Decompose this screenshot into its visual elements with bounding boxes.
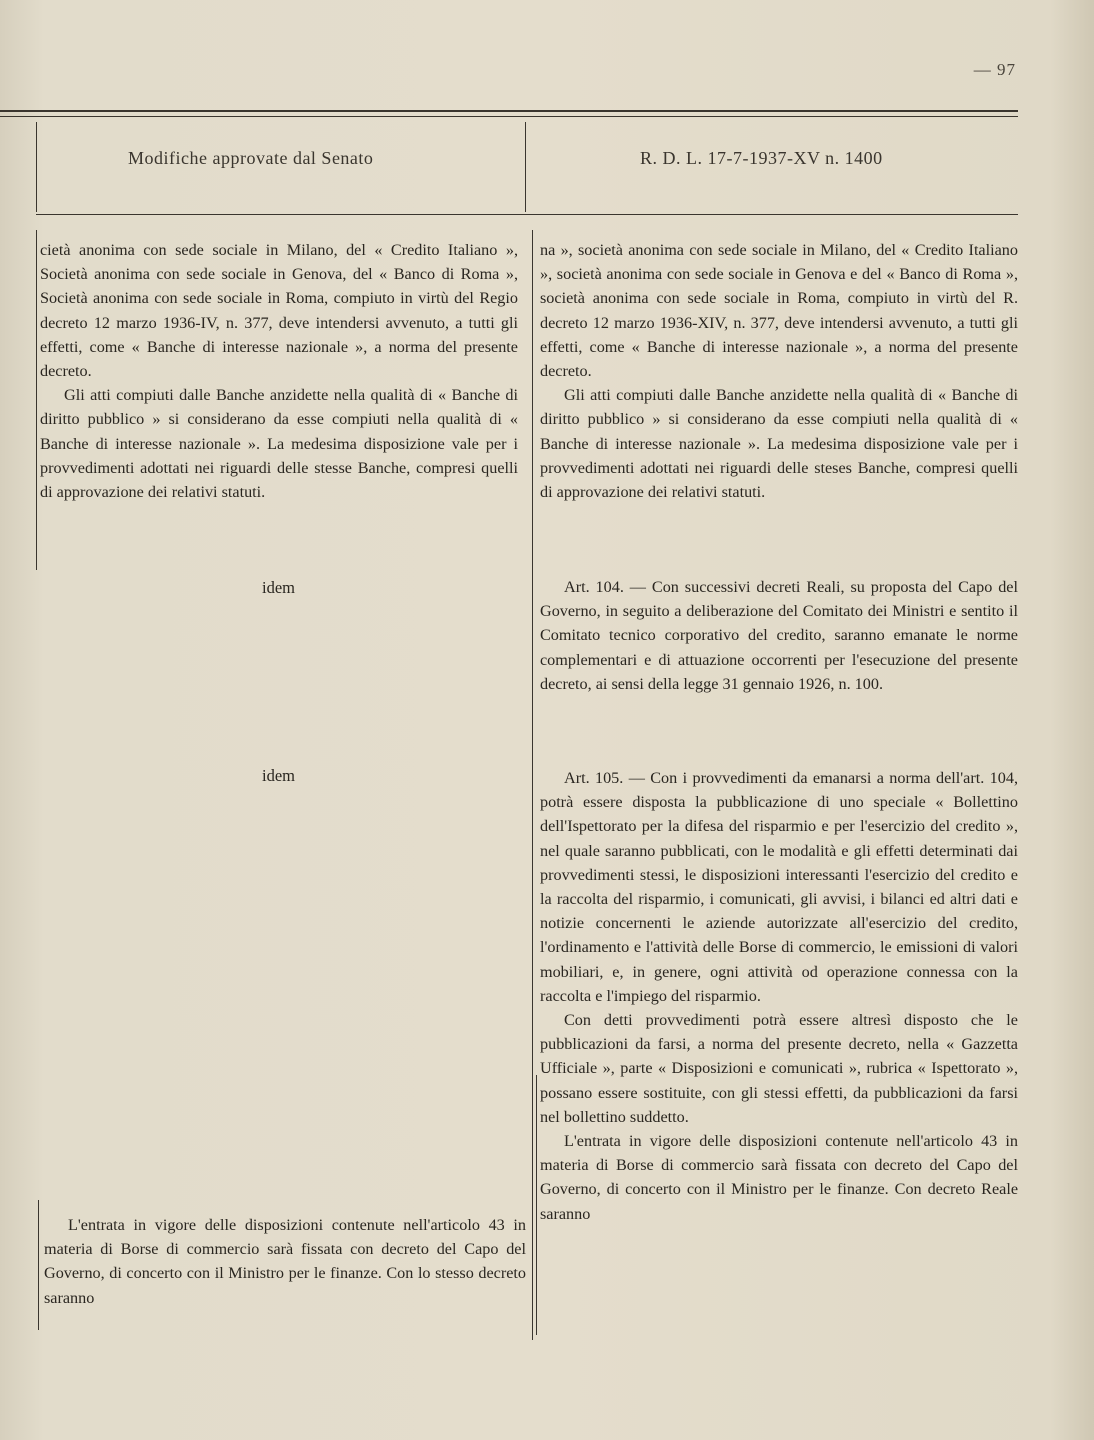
left-header-border (36, 122, 37, 212)
top-rule-thin (0, 116, 1018, 117)
article-105-paragraph-3: L'entrata in vigore delle disposizioni contenute nell'articolo 43 in materia di Borse di commercio sarà fissata con decreto del Capo del Governo, di concerto con il Ministro per le finanze. Con decreto Reale saranno (540, 1132, 1018, 1223)
left-bottom-paragraph: L'entrata in vigore delle disposizioni contenute nell'articolo 43 in materia di Borse di commercio sarà fissata con decreto del Capo del Governo, di concerto con il Ministro per le finanze. Con lo stesso decreto saranno (44, 1216, 526, 1307)
left-column-top-text (40, 238, 518, 504)
top-rule (0, 110, 1018, 112)
center-column-divider (532, 230, 533, 1340)
article-105 (540, 766, 1018, 1226)
right-lower-border (536, 1075, 537, 1335)
right-column-top-text (540, 238, 1018, 504)
article-105-paragraph-2: Con detti provvedimenti potrà essere altresì disposto che le pubblicazioni da farsi, a norma del presente decreto, nella « Gazzetta Ufficiale », parte « Disposizioni e comunicati », rubrica « Ispettorato », possano essere sostituite, con gli stessi effetti, da pubblicazioni da farsi nel bollettino suddetto. (540, 1011, 1018, 1126)
idem-label-2: idem (262, 766, 295, 785)
page-number: — 97 (973, 60, 1016, 79)
right-paragraph-2: Gli atti compiuti dalle Banche anzidette nella qualità di « Banche di diritto pubblico » si considerano da esse compiuti nella qualità di « Banche di interesse nazionale ». La medesima disposizione vale per i provvedimenti adottati nei riguardi delle steses Banche, compresi quelli di approvazione dei relativi statuti. (540, 386, 1018, 502)
article-104-text: Art. 104. — Con successivi decreti Reali, su proposta del Capo del Governo, in seguito a deliberazione del Comitato dei Ministri e sentito il Comitato tecnico corporativo del credito, saranno emanate le norme complementari e di attuazione occorrenti per l'esecuzione del presente decreto, ai sensi della legge 31 gennaio 1926, n. 100. (540, 578, 1018, 693)
header-bottom-rule (36, 214, 1018, 215)
left-paragraph-2: Gli atti compiuti dalle Banche anzidette nella qualità di « Banche di diritto pubblico » si considerano da esse compiuti nella qualità di « Banche di interesse nazionale ». La medesima disposizione vale per i provvedimenti adottati nei riguardi delle stesse Banche, compresi quelli di approvazione dei relativi statuti. (40, 386, 518, 502)
left-column-header: Modifiche approvate dal Senato (128, 148, 374, 168)
left-paragraph-1: cietà anonima con sede sociale in Milano, del « Credito Italiano », Società anonima con sede sociale in Genova, del « Banco di Roma », Società anonima con sede sociale in Roma, compiuto in virtù del Regio decreto 12 marzo 1936-IV, n. 377, deve intendersi avvenuto, a tutti gli effetti, come « Banche di interesse nazionale », a norma del presente decreto. (40, 241, 518, 381)
idem-label-1: idem (262, 578, 295, 597)
center-header-divider (525, 122, 526, 212)
right-column-header: R. D. L. 17-7-1937-XV n. 1400 (640, 148, 883, 168)
left-column-bottom-text (44, 1213, 526, 1310)
article-105-paragraph-1: Art. 105. — Con i provvedimenti da emanarsi a norma dell'art. 104, potrà essere disposta la pubblicazione di uno speciale « Bollettino dell'Ispettorato per la difesa del risparmio e per l'esercizio del credito », nel quale saranno pubblicati, con le modalità e gli effetti determinati dai provvedimenti stessi, le disposizioni interessanti l'esercizio del credito e la raccolta del risparmio, i comunicati, gli avvisi, i bilanci ed altri dati e notizie concernenti le aziende autorizzate all'esercizio del credito, l'ordinamento e l'attività delle Borse di commercio, le emissioni di valori mobiliari, e, in genere, ogni attività od operazione connessa con la raccolta e l'impiego del risparmio. (540, 769, 1018, 1005)
article-104 (540, 575, 1018, 696)
left-lower-border (38, 1200, 39, 1330)
right-paragraph-1: na », società anonima con sede sociale in Milano, del « Credito Italiano », società anonima con sede sociale in Genova e del « Banco di Roma », società anonima con sede sociale in Roma, compiuto in virtù del R. decreto 12 marzo 1936-XIV, n. 377, deve intendersi avvenuto, a tutti gli effetti, come « Banche di interesse nazionale », a norma del presente decreto. (540, 241, 1018, 381)
left-column-border (36, 230, 37, 570)
